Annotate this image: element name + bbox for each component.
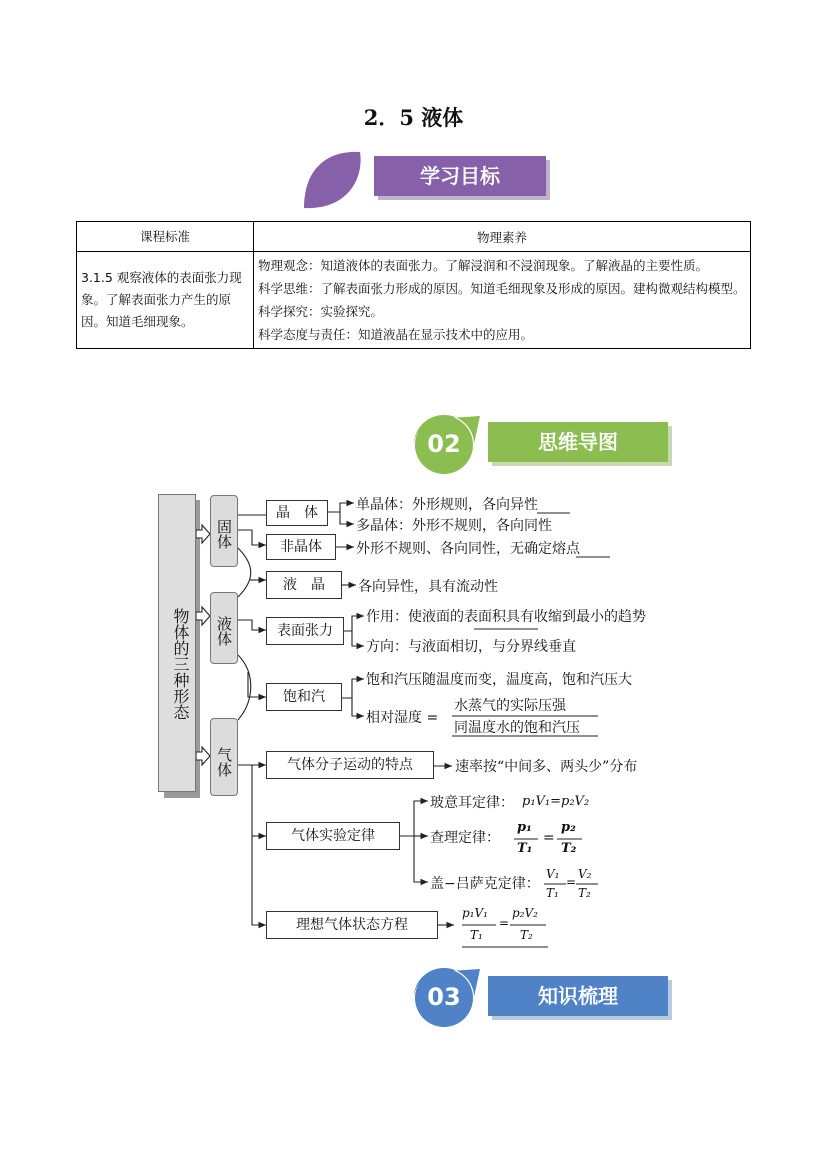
leaf-single-crystal: 单晶体：外形规则，各向异性 — [356, 497, 538, 513]
formula-gl-t2: T₂ — [578, 886, 591, 900]
section-number-mindmap: 02 — [427, 430, 461, 458]
leaf-surface-tension-effect: 作用：使液面的表面积具有收缩到最小的趋势 — [366, 609, 646, 625]
leaf-gay-lussac: 盖−吕萨克定律： — [430, 876, 540, 892]
formula-charles-eq: = — [543, 830, 555, 846]
leaf-boyle: 玻意耳定律： — [430, 795, 514, 811]
formula-gl-eq: = — [566, 875, 577, 889]
table-header-literacy: 物理素养 — [254, 222, 751, 252]
formula-charles-t2: T₂ — [561, 841, 577, 856]
formula-boyle: p₁V₁=p₂V₂ — [522, 794, 590, 809]
literacy-item: 科学态度与责任：知道液晶在显示技术中的应用。 — [258, 327, 534, 342]
literacy-item: 科学探究：实验探究。 — [258, 304, 384, 319]
node-amorphous: 非晶体 — [266, 534, 336, 560]
node-surface-tension: 表面张力 — [266, 617, 344, 645]
mindmap-root: 物体的三种形态 — [158, 494, 196, 792]
table-header-standard: 课程标准 — [77, 222, 254, 252]
leaf-rh-label: 相对湿度 = — [366, 710, 439, 726]
formula-ideal-p1v1: p₁V₁ — [462, 906, 488, 920]
node-liquid-crystal: 液 晶 — [266, 571, 342, 599]
course-standard-cell: 3.1.5 观察液体的表面张力现象。了解表面张力产生的原因。知道毛细现象。 — [77, 252, 254, 349]
node-ideal-gas: 理想气体状态方程 — [266, 911, 438, 939]
node-saturated-vapor: 饱和汽 — [266, 683, 342, 711]
leaf-amorphous-desc: 外形不规则、各向同性，无确定熔点 — [356, 541, 580, 557]
formula-gl-t1: T₁ — [546, 886, 559, 900]
formula-gl-v1: V₁ — [546, 867, 560, 881]
section-title-objectives: 学习目标 — [374, 156, 546, 196]
leaf-charles: 查理定律： — [430, 830, 500, 846]
leaf-svp: 饱和汽压随温度而变，温度高，饱和汽压大 — [366, 672, 632, 688]
section-title-mindmap: 思维导图 — [488, 422, 668, 462]
leaf-liquid-crystal-desc: 各向异性，具有流动性 — [358, 579, 498, 595]
node-crystal: 晶 体 — [266, 500, 328, 526]
leaf-surface-tension-direction: 方向：与液面相切，与分界线垂直 — [366, 639, 576, 655]
formula-gl-v2: V₂ — [578, 867, 592, 881]
formula-ideal-t1: T₁ — [470, 928, 483, 942]
leaf-gas-motion-desc: 速率按“中间多、两头少”分布 — [455, 759, 638, 775]
node-gas-laws: 气体实验定律 — [266, 822, 400, 850]
state-solid: 固体 — [210, 495, 238, 567]
formula-ideal-p2v2: p₂V₂ — [512, 906, 538, 920]
section-title-knowledge: 知识梳理 — [488, 976, 668, 1016]
state-gas: 气体 — [210, 718, 238, 796]
leaf-rh-numerator: 水蒸气的实际压强 — [454, 698, 566, 714]
formula-charles-t1: T₁ — [517, 841, 533, 856]
page-title: 2．5 液体 — [363, 105, 464, 130]
node-gas-motion: 气体分子运动的特点 — [266, 751, 434, 779]
formula-ideal-eq: = — [499, 916, 510, 930]
formula-charles-p2: p₂ — [561, 820, 576, 835]
leaf-rh-denominator: 同温度水的饱和汽压 — [454, 720, 580, 736]
state-liquid: 液体 — [210, 592, 238, 664]
formula-charles-p1: p₁ — [517, 820, 532, 835]
literacy-item: 科学思维：了解表面张力形成的原因。知道毛细现象及形成的原因。建构微观结构模型。 — [258, 281, 746, 296]
literacy-item: 物理观念：知道液体的表面张力。了解浸润和不浸润现象。了解液晶的主要性质。 — [258, 258, 709, 273]
leaf-poly-crystal: 多晶体：外形不规则，各向同性 — [356, 518, 552, 534]
formula-ideal-t2: T₂ — [520, 928, 533, 942]
section-number-knowledge: 03 — [427, 983, 461, 1011]
